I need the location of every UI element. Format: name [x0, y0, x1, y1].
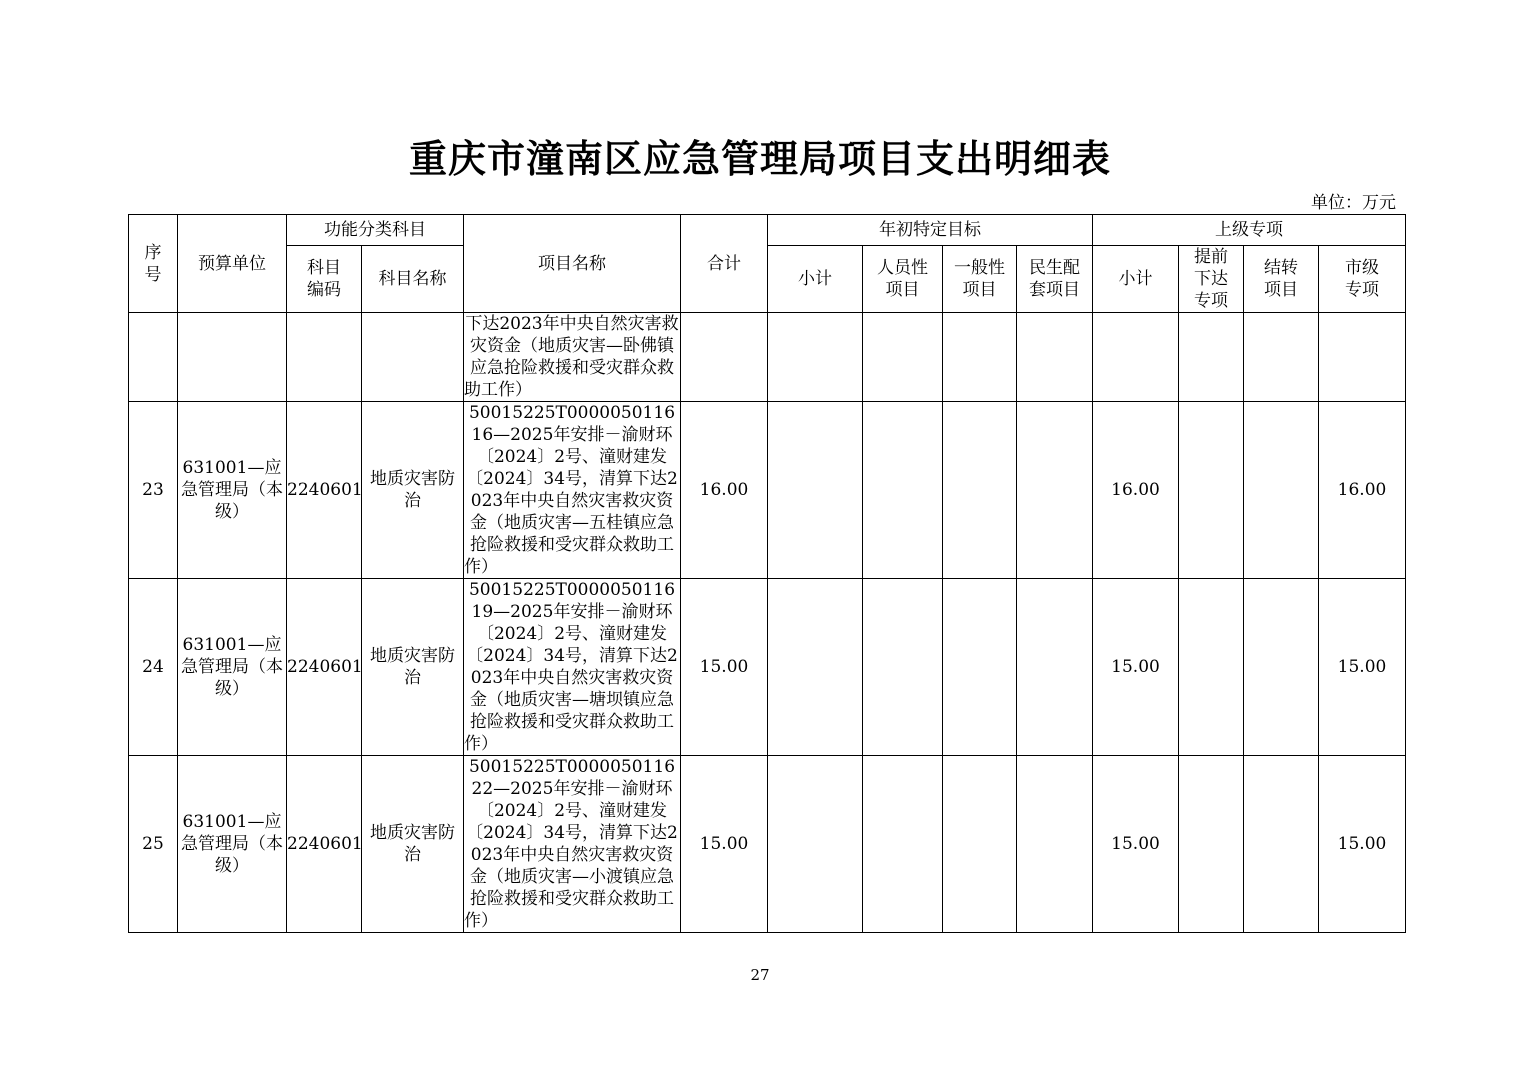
cell-project: 50015225T000005011619—2025年安排－渝财环〔2024〕2号、潼财建发〔2024〕34号，清算下达2023年中央自然灾害救灾资金（地质灾害—塘坝镇应急抢险救援和受灾群众救助工作） [464, 579, 681, 756]
cell-sp-subtotal [1093, 313, 1179, 402]
cell-at-general [943, 313, 1017, 402]
cell-code: 2240601 [287, 402, 362, 579]
cell-sp-advance [1179, 756, 1244, 933]
cell-at-subtotal [768, 402, 863, 579]
header-sp-advance: 提前下达专项 [1179, 246, 1244, 313]
header-project-name: 项目名称 [464, 215, 681, 313]
table-row [129, 313, 1406, 402]
header-sp-city: 市级专项 [1319, 246, 1406, 313]
cell-at-subtotal [768, 756, 863, 933]
table-row [129, 402, 1406, 579]
cell-sp-carryover [1244, 579, 1319, 756]
header-total: 合计 [681, 215, 768, 313]
cell-sp-carryover [1244, 402, 1319, 579]
header-at-general: 一般性项目 [943, 246, 1017, 313]
cell-unit: 631001—应急管理局（本级） [178, 579, 287, 756]
cell-total [681, 313, 768, 402]
cell-sp-city: 16.00 [1319, 402, 1406, 579]
cell-sp-subtotal: 15.00 [1093, 579, 1179, 756]
cell-at-livelihood [1017, 579, 1093, 756]
cell-seq: 25 [129, 756, 178, 933]
header-sp-subtotal: 小计 [1093, 246, 1179, 313]
page-number: 27 [750, 966, 770, 984]
cell-sp-carryover [1244, 313, 1319, 402]
cell-sp-city [1319, 313, 1406, 402]
table-row [129, 756, 1406, 933]
header-sp-carryover: 结转项目 [1244, 246, 1319, 313]
header-at-personnel: 人员性项目 [863, 246, 943, 313]
cell-subject: 地质灾害防治 [362, 402, 464, 579]
cell-unit: 631001—应急管理局（本级） [178, 402, 287, 579]
header-budget-unit: 预算单位 [178, 215, 287, 313]
expenditure-table [128, 214, 1406, 933]
cell-total: 15.00 [681, 756, 768, 933]
cell-code: 2240601 [287, 756, 362, 933]
cell-subject: 地质灾害防治 [362, 756, 464, 933]
cell-project: 50015225T000005011616—2025年安排－渝财环〔2024〕2号、潼财建发〔2024〕34号，清算下达2023年中央自然灾害救灾资金（地质灾害—五桂镇应急抢险救援和受灾群众救助工作） [464, 402, 681, 579]
cell-subject: 地质灾害防治 [362, 579, 464, 756]
header-row-2 [129, 246, 1406, 313]
cell-code: 2240601 [287, 579, 362, 756]
unit-label: 单位：万元 [1311, 193, 1396, 213]
cell-sp-advance [1179, 579, 1244, 756]
cell-at-personnel [863, 313, 943, 402]
cell-at-general [943, 756, 1017, 933]
cell-project: 下达2023年中央自然灾害救灾资金（地质灾害—卧佛镇应急抢险救援和受灾群众救助工作） [464, 314, 679, 400]
header-at-livelihood: 民生配套项目 [1017, 246, 1093, 313]
header-func-class: 功能分类科目 [287, 215, 464, 246]
cell-total: 15.00 [681, 579, 768, 756]
table-row [129, 579, 1406, 756]
page-title: 重庆市潼南区应急管理局项目支出明细表 [408, 136, 1111, 181]
cell-subject [362, 313, 464, 402]
cell-project: 50015225T000005011622—2025年安排－渝财环〔2024〕2号、潼财建发〔2024〕34号，清算下达2023年中央自然灾害救灾资金（地质灾害—小渡镇应急抢险救援和受灾群众救助工作） [464, 756, 681, 933]
header-at-subtotal: 小计 [768, 246, 863, 313]
header-annual-target: 年初特定目标 [768, 215, 1093, 246]
cell-code [287, 313, 362, 402]
cell-at-subtotal [768, 579, 863, 756]
cell-seq: 23 [129, 402, 178, 579]
cell-at-livelihood [1017, 313, 1093, 402]
cell-sp-subtotal: 15.00 [1093, 756, 1179, 933]
cell-at-livelihood [1017, 402, 1093, 579]
header-seq: 序号 [129, 215, 178, 313]
cell-at-subtotal [768, 313, 863, 402]
cell-unit [178, 313, 287, 402]
header-row-1 [129, 215, 1406, 246]
cell-sp-city: 15.00 [1319, 579, 1406, 756]
cell-total: 16.00 [681, 402, 768, 579]
header-superior: 上级专项 [1093, 215, 1406, 246]
cell-seq [129, 313, 178, 402]
cell-at-livelihood [1017, 756, 1093, 933]
cell-sp-advance [1179, 402, 1244, 579]
cell-sp-subtotal: 16.00 [1093, 402, 1179, 579]
cell-at-personnel [863, 402, 943, 579]
cell-sp-city: 15.00 [1319, 756, 1406, 933]
cell-seq: 24 [129, 579, 178, 756]
cell-sp-carryover [1244, 756, 1319, 933]
cell-sp-advance [1179, 313, 1244, 402]
cell-at-personnel [863, 756, 943, 933]
header-subj-code: 科目编码 [287, 246, 362, 313]
cell-at-personnel [863, 579, 943, 756]
cell-at-general [943, 402, 1017, 579]
cell-at-general [943, 579, 1017, 756]
cell-unit: 631001—应急管理局（本级） [178, 756, 287, 933]
header-subj-name: 科目名称 [362, 246, 464, 313]
